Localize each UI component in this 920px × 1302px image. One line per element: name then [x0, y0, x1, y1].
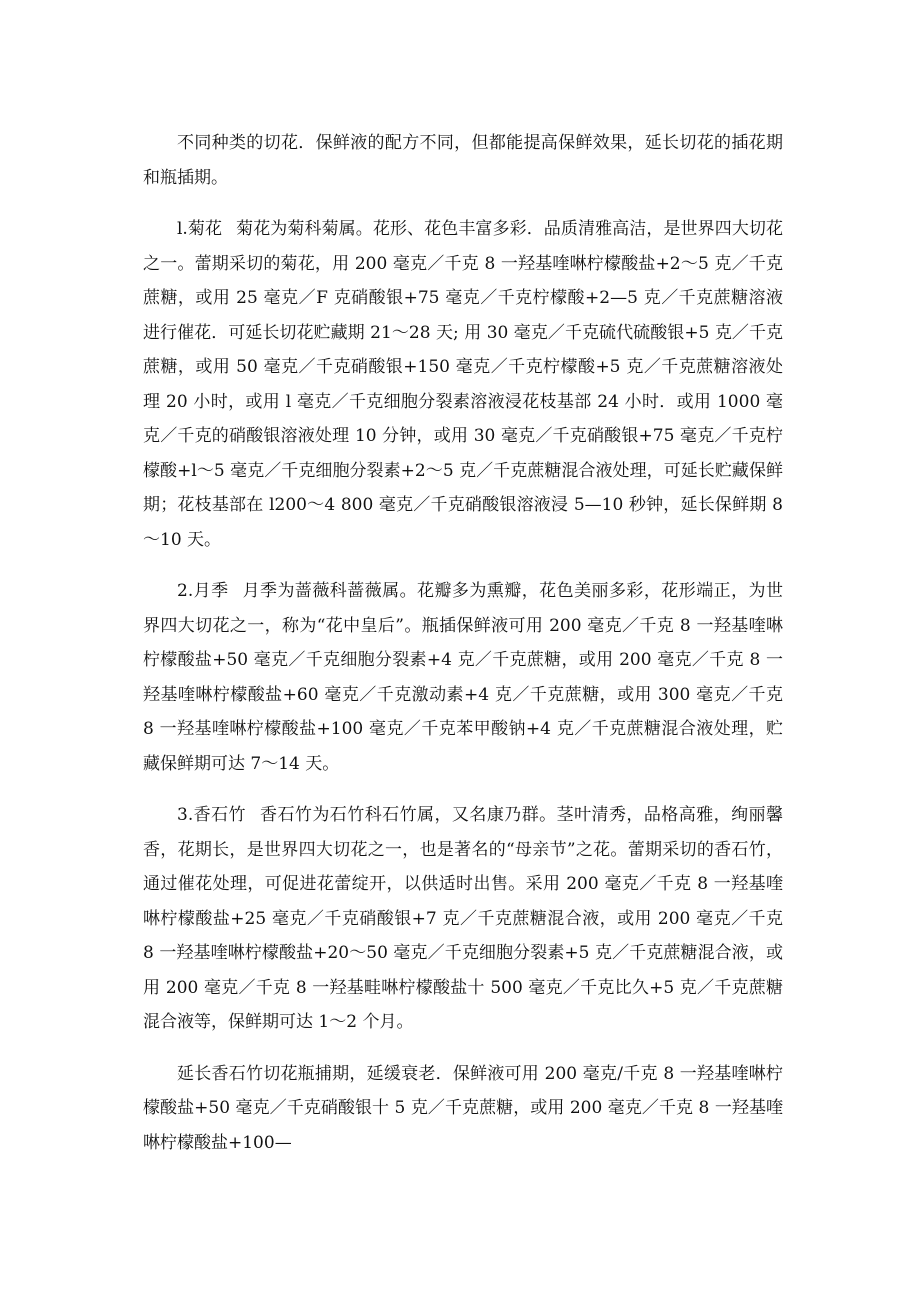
section-body-rose: 月季为蔷薇科蔷薇属。花瓣多为熏瓣，花色美丽多彩，花形端正，为世界四大切花之一，称为“花中皇后”。瓶插保鲜液可用 200 毫克／千克 8 一羟基喹啉柠檬酸盐+50 毫克／千克细胞分裂素+4 克／千克蔗糖，或用 200 毫克／千克 8 一羟基喹啉柠檬酸盐+60 毫克／千克激动素+4 克／千克蔗糖，或用 300 毫克／千克 8 一羟基喹啉柠檬酸盐+100 毫克／千克苯甲酸钠+4 克／千克蔗糖混合液处理，贮藏保鲜期可达 7～14 天。	[143, 581, 783, 774]
section-title-chrysanthemum: l.菊花	[177, 219, 223, 239]
section-rose	[143, 574, 783, 781]
section-title-carnation: 3.香石竹	[177, 805, 247, 825]
intro-paragraph: 不同种类的切花．保鲜液的配方不同，但都能提高保鲜效果，延长切花的插花期和瓶插期。	[143, 133, 783, 188]
section-carnation	[143, 798, 783, 1040]
section-body-chrysanthemum: 菊花为菊科菊属。花形、花色丰富多彩．品质清雅高洁，是世界四大切花之一。蕾期采切的菊花，用 200 毫克／千克 8 一羟基喹啉柠檬酸盐+2～5 克／千克蔗糖，或用 25 毫克／F 克硝酸银+75 毫克／千克柠檬酸+2—5 克／千克蔗糖溶液进行催花．可延长切花贮藏期 21～28 天; 用 30 毫克／千克硫代硫酸银+5 克／千克蔗糖，或用 50 毫克／千克硝酸银+150 毫克／千克柠檬酸+5 克／千克蔗糖溶液处理 20 小时，或用 l 毫克／千克细胞分裂素溶液浸花枝基部 24 小时．或用 1000 毫克／千克的硝酸银溶液处理 10 分钟，或用 30 毫克／千克硝酸银+75 毫克／千克柠檬酸+l～5 毫克／千克细胞分裂素+2～5 克／千克蔗糖混合液处理，可延长贮藏保鲜期；花枝基部在 l200～4 800 毫克／千克硝酸银溶液浸 5—10 秒钟，延长保鲜期 8～10 天。	[143, 219, 784, 550]
section-body-carnation: 香石竹为石竹科石竹属，又名康乃群。茎叶清秀，品格高雅，绚丽馨香，花期长，是世界四大切花之一，也是著名的“母亲节”之花。蕾期采切的香石竹，通过催花处理，可促进花蕾绽开，以供适时出售。采用 200 毫克／千克 8 一羟基喹啉柠檬酸盐+25 毫克／千克硝酸银+7 克／千克蔗糖混合液，或用 200 毫克／千克 8 一羟基喹啉柠檬酸盐+20～50 毫克／千克细胞分裂素+5 克／千克蔗糖混合液，或用 200 毫克／千克 8 一羟基畦啉柠檬酸盐十 500 毫克／千克比久+5 克／千克蔗糖混合液等，保鲜期可达 1～2 个月。	[143, 805, 783, 1032]
section-title-rose: 2.月季	[177, 581, 229, 601]
section-chrysanthemum	[143, 212, 783, 557]
document-page	[143, 126, 783, 1177]
closing-paragraph: 延长香石竹切花瓶捕期，延缓衰老．保鲜液可用 200 毫克/千克 8 一羟基喹啉柠檬酸盐+50 毫克／千克硝酸银十 5 克／千克蔗糖，或用 200 毫克／千克 8 一羟基喹啉柠檬酸盐+100—	[143, 1063, 783, 1153]
